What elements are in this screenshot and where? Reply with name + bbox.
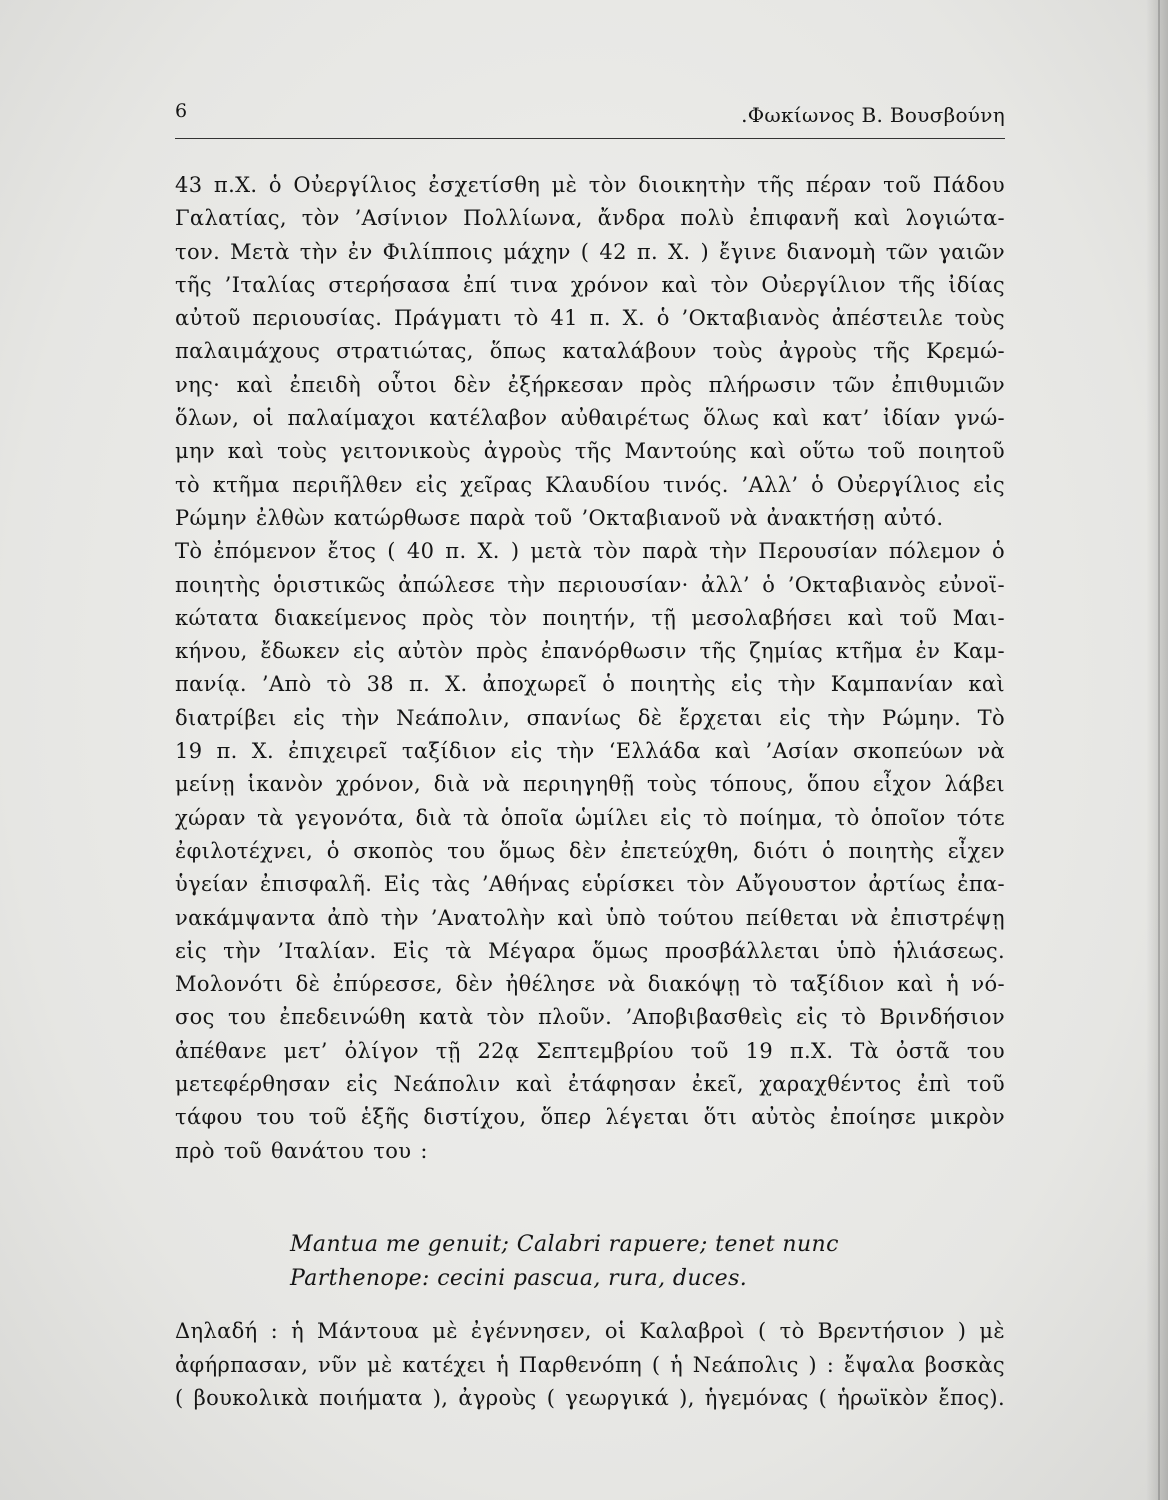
text-line: εἰς τὴν ’Ιταλίαν. Εἰς τὰ Μέγαρα ὅμως προσβάλλεται ὑπὸ ἡλιάσεως. <box>175 938 1005 963</box>
text-line: κώτατα διακείμενος πρὸς τὸν ποιητήν, τῇ μεσολαβήσει καὶ τοῦ Μαι- <box>175 605 1005 630</box>
latin-epitaph <box>290 1228 990 1296</box>
text-line: ὑγείαν ἐπισφαλῆ. Εἰς τὰς ’Αθήνας εὑρίσκει τὸν Αὔγουστον ἀρτίως ἐπα- <box>175 872 1005 897</box>
page-edge-line <box>1158 0 1160 1500</box>
text-line: 19 π. Χ. ἐπιχειρεῖ ταξίδιον εἰς τὴν ‘Ελλάδα καὶ ’Ασίαν σκοπεύων νὰ <box>175 739 1005 764</box>
text-line: 43 π.Χ. ὁ Οὐεργίλιος ἐσχετίσθη μὲ τὸν διοικητὴν τῆς πέραν τοῦ Πάδου <box>175 173 1005 197</box>
text-line: πανίᾳ. ’Απὸ τὸ 38 π. Χ. ἀποχωρεῖ ὁ ποιητὴς εἰς τὴν Καμπανίαν καὶ <box>175 672 1005 697</box>
text-line: κήνου, ἔδωκεν εἰς αὐτὸν πρὸς ἐπανόρθωσιν τῆς ζημίας κτῆμα ἐν Καμ- <box>175 639 1005 664</box>
text-line: Μολονότι δὲ ἐπύρεσσε, δὲν ἠθέλησε νὰ διακόψῃ τὸ ταξίδιον καὶ ἡ νό- <box>175 972 1005 997</box>
main-paragraph <box>175 169 1005 1168</box>
running-head: .Φωκίωνος Β. Βουσβούνη <box>741 103 1005 127</box>
translation-paragraph <box>175 1315 1005 1416</box>
text-line: τον. Μετὰ τὴν ἐν Φιλίπποις μάχην ( 42 π. Χ. ) ἔγινε διανομὴ τῶν γαιῶν <box>175 239 1005 264</box>
text-line: σος του ἐπεδεινώθη κατὰ τὸν πλοῦν. ’Αποβιβασθεὶς εἰς τὸ Βρινδήσιον <box>175 1005 1005 1030</box>
verse-line: Parthenope: cecini pascua, rura, duces. <box>290 1266 748 1291</box>
text-line: ἀπέθανε μετ’ ὀλίγον τῇ 22ᾳ Σεπτεμβρίου τοῦ 19 π.Χ. Τὰ ὀστᾶ του <box>175 1038 1005 1063</box>
text-line: Ρώμην ἐλθὼν κατώρθωσε παρὰ τοῦ ’Οκταβιανοῦ νὰ ἀνακτήσῃ αὐτό. <box>175 505 944 530</box>
text-line: τὸ κτῆμα περιῆλθεν εἰς χεῖρας Κλαυδίου τινός. ’Αλλ’ ὁ Οὐεργίλιος εἰς <box>175 472 1005 497</box>
text-line: αὐτοῦ περιουσίας. Πράγματι τὸ 41 π. Χ. ὁ ’Οκταβιανὸς ἀπέστειλε τοὺς <box>175 306 1005 331</box>
translation-line: ( βουκολικὰ ποιήματα ), ἀγροὺς ( γεωργικά ), ἡγεμόνας ( ἡρωϊκὸν ἔπος). <box>175 1386 1005 1410</box>
translation-line: Δηλαδή : ἡ Μάντουα μὲ ἐγέννησεν, οἱ Καλαβροὶ ( τὸ Βρεντήσιον ) μὲ <box>175 1319 1005 1343</box>
page-number: 6 <box>175 100 188 122</box>
text-line: μην καὶ τοὺς γειτονικοὺς ἀγροὺς τῆς Μαντούης καὶ οὕτω τοῦ ποιητοῦ <box>175 439 1005 464</box>
text-line: ἐφιλοτέχνει, ὁ σκοπὸς του ὅμως δὲν ἐπετεύχθη, διότι ὁ ποιητὴς εἶχεν <box>175 838 1005 863</box>
text-line: παλαιμάχους στρατιώτας, ὅπως καταλάβουν τοὺς ἀγροὺς τῆς Κρεμώ- <box>175 339 1005 364</box>
text-line: Γαλατίας, τὸν ’Ασίνιον Πολλίωνα, ἄνδρα πολὺ ἐπιφανῆ καὶ λογιώτα- <box>175 206 1005 231</box>
page-header <box>175 100 1005 134</box>
text-line: ὅλων, οἱ παλαίμαχοι κατέλαβον αὐθαιρέτως ὅλως καὶ κατ’ ἰδίαν γνώ- <box>175 406 1005 431</box>
page-edge-shadow <box>1146 0 1168 1500</box>
text-line: Τὸ ἐπόμενον ἔτος ( 40 π. Χ. ) μετὰ τὸν παρὰ τὴν Περουσίαν πόλεμον ὁ <box>175 539 1005 564</box>
translation-line: ἀφήρπασαν, νῦν μὲ κατέχει ἡ Παρθενόπη ( ἡ Νεάπολις ) : ἔψαλα βοσκὰς <box>175 1352 1005 1377</box>
text-line: τῆς ’Ιταλίας στερήσασα ἐπί τινα χρόνον καὶ τὸν Οὐεργίλιον τῆς ἰδίας <box>175 272 1005 297</box>
text-line: ποιητὴς ὁριστικῶς ἀπώλεσε τὴν περιουσίαν· ἀλλ’ ὁ ’Οκταβιανὸς εὐνοϊ- <box>175 572 1005 597</box>
text-line: νης· καὶ ἐπειδὴ οὗτοι δὲν ἐξήρκεσαν πρὸς πλήρωσιν τῶν ἐπιθυμιῶν <box>175 372 1005 397</box>
text-line: μετεφέρθησαν εἰς Νεάπολιν καὶ ἐτάφησαν ἐκεῖ, χαραχθέντος ἐπὶ τοῦ <box>175 1072 1005 1097</box>
verse-line: Mantua me genuit; Calabri rapuere; tenet nunc <box>290 1232 839 1257</box>
text-line: μείνῃ ἱκανὸν χρόνον, διὰ νὰ περιηγηθῇ τοὺς τόπους, ὅπου εἶχον λάβει <box>175 772 1005 797</box>
header-rule <box>175 138 1005 139</box>
text-line: χώραν τὰ γεγονότα, διὰ τὰ ὁποῖα ὡμίλει εἰς τὸ ποίημα, τὸ ὁποῖον τότε <box>175 805 1005 830</box>
text-line: νακάμψαντα ἀπὸ τὴν ’Ανατολὴν καὶ ὑπὸ τούτου πείθεται νὰ ἐπιστρέψῃ <box>175 905 1005 930</box>
text-line: πρὸ τοῦ θανάτου του : <box>175 1138 428 1163</box>
text-line: διατρίβει εἰς τὴν Νεάπολιν, σπανίως δὲ ἔρχεται εἰς τὴν Ρώμην. Τὸ <box>175 705 1005 730</box>
text-line: τάφου του τοῦ ἑξῆς διστίχου, ὅπερ λέγεται ὅτι αὐτὸς ἐποίησε μικρὸν <box>175 1105 1005 1130</box>
